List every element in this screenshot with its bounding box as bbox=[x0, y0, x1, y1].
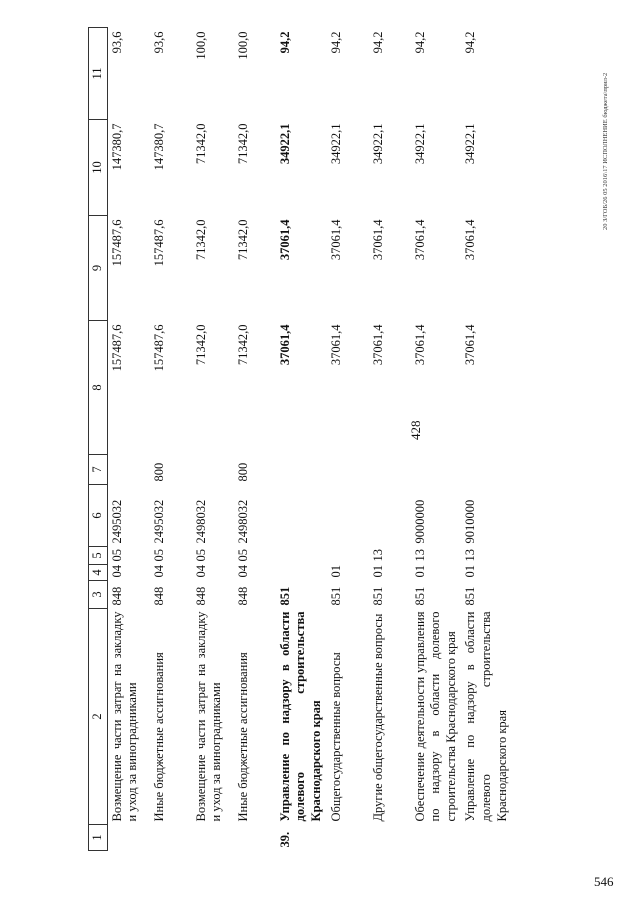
table-cell-name: Возмещение части затрат на закладку и уход за виноградниками bbox=[109, 611, 140, 822]
rotated-table-region bbox=[88, 28, 557, 851]
table-cell-c4: 01 bbox=[412, 565, 427, 578]
table-cell-c5 bbox=[276, 547, 327, 565]
table-cell-c4: 01 bbox=[370, 565, 385, 578]
table-cell-c7 bbox=[369, 455, 411, 485]
table-cell-c4: 04 bbox=[151, 565, 166, 578]
column-header: 4 bbox=[89, 565, 108, 581]
table-cell-c10: 71342,0 bbox=[235, 123, 250, 165]
table-cell-c11: 94,2 bbox=[370, 31, 385, 54]
table-cell-c6: 9010000 bbox=[463, 499, 478, 544]
table-cell-c8: 37061,4 bbox=[463, 324, 478, 366]
table-row bbox=[276, 28, 327, 851]
column-header: 8 bbox=[89, 321, 108, 455]
table-cell-c7: 800 bbox=[235, 462, 250, 482]
table-row bbox=[411, 28, 462, 851]
footer-file-path: 20 З/ГОБ/26 05 2016\17 ИСПОЛНЕНИЕ бюджета\прил-2 bbox=[602, 72, 609, 230]
table-cell-c7 bbox=[411, 455, 462, 485]
table-cell-c5: 05 bbox=[235, 549, 250, 562]
table-cell-no bbox=[107, 825, 150, 851]
table-cell-c6: 2498032 bbox=[235, 499, 250, 544]
table-row bbox=[192, 28, 234, 851]
table-cell-c8: 37061,4 bbox=[370, 324, 385, 366]
column-header: 7 bbox=[89, 455, 108, 485]
budget-execution-table bbox=[88, 27, 512, 851]
table-cell-c5: 05 bbox=[151, 549, 166, 562]
table-cell-c9: 71342,0 bbox=[235, 219, 250, 261]
table-cell-name: Другие общегосударственные вопросы bbox=[370, 613, 385, 822]
table-row bbox=[461, 28, 512, 851]
table-cell-name: Обеспечение деятельности управления по надзору в области долевого строительства Краснодарского края bbox=[412, 611, 458, 822]
table-cell-c10: 34922,1 bbox=[328, 123, 343, 165]
table-cell-c10: 71342,0 bbox=[193, 123, 208, 165]
column-header: 11 bbox=[89, 28, 108, 120]
table-cell-c6 bbox=[369, 485, 411, 547]
column-header: 1 bbox=[89, 825, 108, 851]
table-cell-c11: 93,6 bbox=[151, 31, 166, 54]
table-row bbox=[234, 28, 276, 851]
table-header-row bbox=[89, 28, 108, 851]
column-header: 5 bbox=[89, 547, 108, 565]
table-cell-c7 bbox=[461, 455, 512, 485]
table-cell-c3: 848 bbox=[151, 586, 166, 606]
column-header: 9 bbox=[89, 216, 108, 321]
table-row bbox=[150, 28, 192, 851]
page-number-bottom: 546 bbox=[594, 874, 614, 889]
table-cell-c7 bbox=[192, 455, 234, 485]
table-cell-no bbox=[411, 825, 462, 851]
table-cell-c8: 71342,0 bbox=[193, 324, 208, 366]
table-cell-c3: 851 bbox=[328, 586, 343, 606]
table-cell-c6 bbox=[327, 485, 369, 547]
table-cell-c3: 851 bbox=[277, 586, 292, 606]
table-cell-c9: 37061,4 bbox=[277, 219, 292, 261]
table-cell-c4: 04 bbox=[193, 565, 208, 578]
table-cell-c9: 37061,4 bbox=[328, 219, 343, 261]
table-cell-c6: 2495032 bbox=[109, 499, 124, 544]
table-cell-c6: 2495032 bbox=[151, 499, 166, 544]
table-cell-name: Иные бюджетные ассигнования bbox=[151, 652, 166, 822]
table-cell-c5 bbox=[327, 547, 369, 565]
table-cell-c11: 94,2 bbox=[463, 31, 478, 54]
column-header: 2 bbox=[89, 609, 108, 825]
table-cell-c9: 157487,6 bbox=[109, 219, 124, 267]
table-cell-no bbox=[327, 825, 369, 851]
table-cell-c6: 9000000 bbox=[412, 499, 427, 544]
table-cell-c3: 851 bbox=[463, 586, 478, 606]
table-cell-c8: 37061,4 bbox=[412, 324, 427, 366]
table-cell-no bbox=[369, 825, 411, 851]
table-cell-c11: 94,2 bbox=[277, 31, 292, 54]
table-cell-c11: 100,0 bbox=[193, 31, 208, 60]
table-cell-c11: 94,2 bbox=[412, 31, 427, 54]
table-cell-no bbox=[150, 825, 192, 851]
table-cell-c11: 94,2 bbox=[328, 31, 343, 54]
table-cell-c9: 157487,6 bbox=[151, 219, 166, 267]
table-cell-c3: 848 bbox=[235, 586, 250, 606]
table-cell-c7 bbox=[327, 455, 369, 485]
table-cell-c5: 13 bbox=[412, 549, 427, 562]
table-cell-c8: 157487,6 bbox=[151, 324, 166, 372]
table-cell-c9: 37061,4 bbox=[370, 219, 385, 261]
table-cell-c3: 848 bbox=[193, 586, 208, 606]
table-cell-no bbox=[234, 825, 276, 851]
table-cell-c4 bbox=[276, 565, 327, 581]
table-cell-name: Иные бюджетные ассигнования bbox=[235, 652, 250, 822]
table-cell-c7 bbox=[107, 455, 150, 485]
table-cell-c5: 13 bbox=[463, 549, 478, 562]
table-cell-c7 bbox=[276, 455, 327, 485]
table-cell-c5: 05 bbox=[193, 549, 208, 562]
table-cell-c4: 04 bbox=[109, 565, 124, 578]
table-cell-c4: 04 bbox=[235, 565, 250, 578]
table-cell-name: Управление по надзору в области долевого строительства Краснодарского края bbox=[277, 611, 323, 822]
table-cell-name: Управление по надзору в области долевого строительства Краснодарского края bbox=[463, 611, 509, 822]
table-cell-c4: 01 bbox=[328, 565, 343, 578]
table-cell-c9: 71342,0 bbox=[193, 219, 208, 261]
table-cell-c5: 05 bbox=[109, 549, 124, 562]
table-cell-c7: 800 bbox=[151, 462, 166, 482]
column-header: 6 bbox=[89, 485, 108, 547]
table-cell-c10: 34922,1 bbox=[277, 123, 292, 165]
table-cell-c8: 37061,4 bbox=[277, 324, 292, 366]
table-cell-c8: 37061,4 bbox=[328, 324, 343, 366]
table-cell-c10: 34922,1 bbox=[412, 123, 427, 165]
table-cell-c11: 93,6 bbox=[109, 31, 124, 54]
table-row bbox=[327, 28, 369, 851]
table-cell-c8: 157487,6 bbox=[109, 324, 124, 372]
table-cell-c8: 71342,0 bbox=[235, 324, 250, 366]
table-cell-name: Возмещение части затрат на закладку и уход за виноградниками bbox=[193, 611, 224, 822]
table-cell-c9: 37061,4 bbox=[412, 219, 427, 261]
table-cell-c6: 2498032 bbox=[193, 499, 208, 544]
table-cell-c9: 37061,4 bbox=[463, 219, 478, 261]
column-header: 3 bbox=[89, 581, 108, 609]
page-number-top: 428 bbox=[408, 420, 423, 440]
table-cell-c10: 147380,7 bbox=[109, 123, 124, 171]
table-cell-c3: 851 bbox=[370, 586, 385, 606]
table-cell-c11: 100,0 bbox=[235, 31, 250, 60]
table-cell-no: 39. bbox=[277, 831, 292, 848]
table-cell-c10: 34922,1 bbox=[370, 123, 385, 165]
table-cell-c3: 848 bbox=[109, 586, 124, 606]
column-header: 10 bbox=[89, 120, 108, 216]
table-cell-c4: 01 bbox=[463, 565, 478, 578]
table-cell-c5: 13 bbox=[370, 549, 385, 562]
table-cell-no bbox=[461, 825, 512, 851]
table-cell-c10: 147380,7 bbox=[151, 123, 166, 171]
table-row bbox=[369, 28, 411, 851]
table-body bbox=[89, 28, 513, 851]
table-cell-c6 bbox=[276, 485, 327, 547]
table-row bbox=[107, 28, 150, 851]
table-cell-name: Общегосударственные вопросы bbox=[328, 652, 343, 822]
table-cell-c10: 34922,1 bbox=[463, 123, 478, 165]
table-cell-no bbox=[192, 825, 234, 851]
table-cell-c3: 851 bbox=[412, 586, 427, 606]
